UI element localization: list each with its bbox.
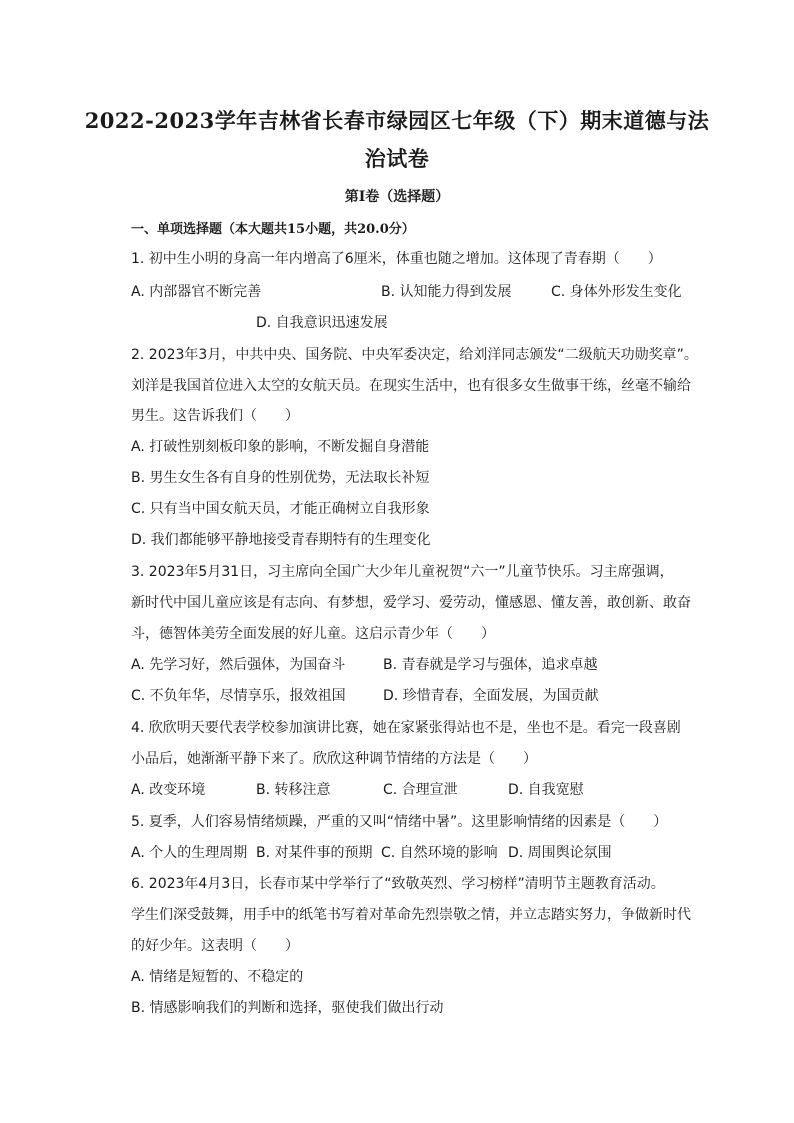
question-1-stem: 1. 初中生小明的身高一年内增高了6厘米，体重也随之增加。这体现了青春期（ ） bbox=[131, 251, 662, 267]
question-6-stem-line-2: 学生们深受鼓舞，用手中的纸笔书写着对革命先烈崇敬之情，并立志踏实努力，争做新时代 bbox=[131, 907, 691, 923]
section-heading: 第I卷（选择题） bbox=[344, 189, 450, 205]
question-1-option-a: A. 内部器官不断完善 bbox=[131, 284, 262, 300]
question-4-option-d: D. 自我宽慰 bbox=[508, 782, 584, 798]
question-2-option-d: D. 我们都能够平静地接受青春期特有的生理变化 bbox=[131, 532, 431, 548]
question-5-option-c: C. 自然环境的影响 bbox=[381, 845, 498, 861]
question-5-option-a: A. 个人的生理周期 bbox=[131, 845, 248, 861]
question-3-option-b: B. 青春就是学习与强体，追求卓越 bbox=[383, 657, 598, 673]
question-4-option-c: C. 合理宣泄 bbox=[383, 782, 458, 798]
question-2-stem-line-3: 男生。这告诉我们（ ） bbox=[131, 408, 299, 424]
question-2-stem-line-1: 2. 2023年3月，中共中央、国务院、中央军委决定，给刘洋同志颁发“二级航天功勋奖章”。 bbox=[131, 347, 698, 363]
question-5-stem: 5. 夏季，人们容易情绪烦躁，严重的又叫“情绪中暑”。这里影响情绪的因素是（ ） bbox=[131, 814, 668, 830]
question-4-option-a: A. 改变环境 bbox=[131, 782, 206, 798]
question-3-stem-line-2: 新时代中国儿童应该是有志向、有梦想，爱学习、爱劳动，懂感恩、懂友善，敢创新、敢奋 bbox=[131, 595, 691, 611]
question-4-stem-line-2: 小品后，她渐渐平静下来了。欣欣这种调节情绪的方法是（ ） bbox=[131, 751, 537, 767]
question-2-option-b: B. 男生女生各有自身的性别优势，无法取长补短 bbox=[131, 470, 430, 486]
question-6-option-b: B. 情感影响我们的判断和选择，驱使我们做出行动 bbox=[131, 1000, 444, 1016]
question-3-stem-line-1: 3. 2023年5月31日，习主席向全国广大少年儿童祝贺“六一”儿童节快乐。习主席强调， bbox=[131, 564, 674, 580]
question-5-option-b: B. 对某件事的预期 bbox=[256, 845, 373, 861]
question-3-option-d: D. 珍惜青春，全面发展，为国贡献 bbox=[383, 688, 599, 704]
question-6-option-a: A. 情绪是短暂的、不稳定的 bbox=[131, 969, 304, 985]
question-2-option-a: A. 打破性别刻板印象的影响，不断发掘自身潜能 bbox=[131, 439, 430, 455]
question-4-option-b: B. 转移注意 bbox=[256, 782, 331, 798]
question-3-stem-line-3: 斗，德智体美劳全面发展的好儿童。这启示青少年（ ） bbox=[131, 626, 495, 642]
question-2-stem-line-2: 刘洋是我国首位进入太空的女航天员。在现实生活中，也有很多女生做事干练，丝毫不输给 bbox=[131, 378, 691, 394]
question-1-option-b: B. 认知能力得到发展 bbox=[381, 284, 512, 300]
question-3-option-c: C. 不负年华，尽情享乐，报效祖国 bbox=[131, 688, 346, 704]
question-3-option-a: A. 先学习好，然后强体，为国奋斗 bbox=[131, 657, 346, 673]
question-6-stem-line-3: 的好少年。这表明（ ） bbox=[131, 938, 299, 954]
exam-title-line-1: 2022-2023学年吉林省长春市绿园区七年级（下）期末道德与法 bbox=[84, 108, 710, 133]
exam-title-line-2: 治试卷 bbox=[364, 146, 430, 171]
part-heading: 一、单项选择题（本大题共15小题，共20.0分） bbox=[131, 222, 415, 237]
question-2-option-c: C. 只有当中国女航天员，才能正确树立自我形象 bbox=[131, 501, 430, 517]
question-5-option-d: D. 周围舆论氛围 bbox=[508, 845, 612, 861]
question-1-option-c: C. 身体外形发生变化 bbox=[551, 284, 682, 300]
question-4-stem-line-1: 4. 欣欣明天要代表学校参加演讲比赛，她在家紧张得站也不是，坐也不是。看完一段喜剧 bbox=[131, 720, 681, 736]
question-1-option-d: D. 自我意识迅速发展 bbox=[256, 315, 388, 331]
question-6-stem-line-1: 6. 2023年4月3日，长春市某中学举行了“致敬英烈、学习榜样”清明节主题教育活动。 bbox=[131, 876, 665, 892]
